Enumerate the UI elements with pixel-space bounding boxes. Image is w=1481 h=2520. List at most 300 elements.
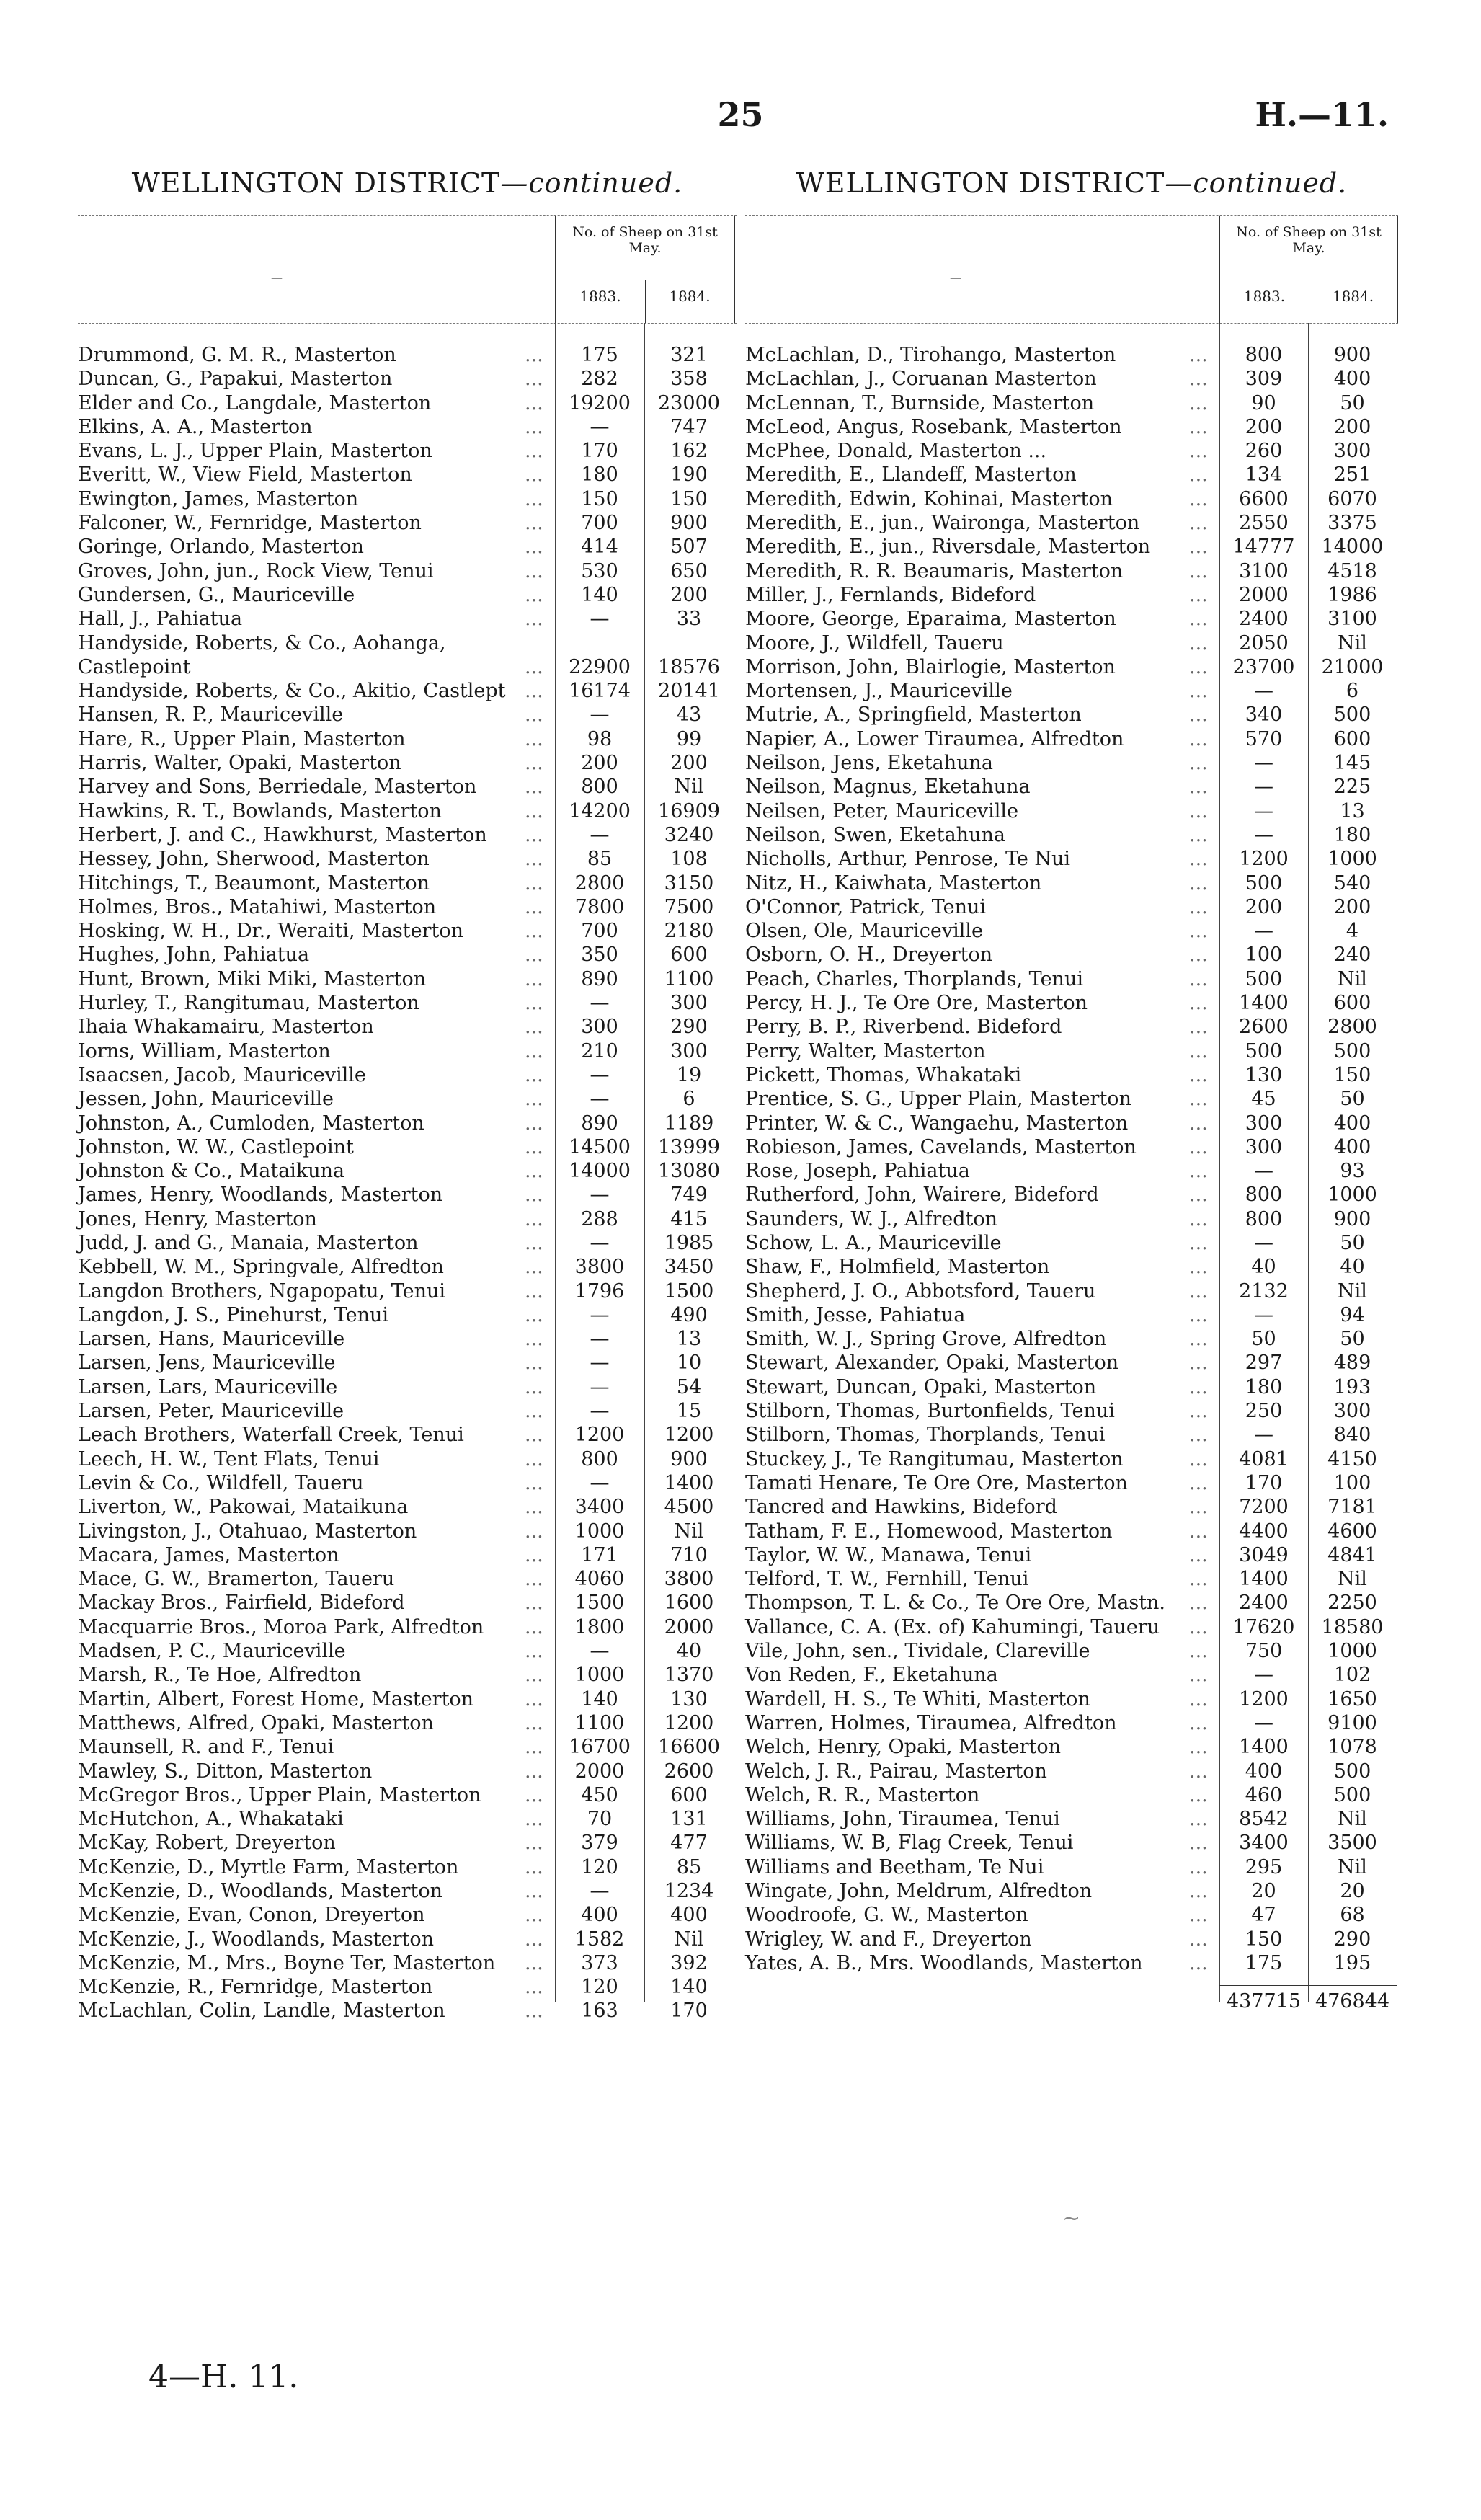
- table-row: [745, 439, 1398, 463]
- sheep-1884: 290: [670, 1016, 708, 1039]
- owner-name: Handyside, Roberts, & Co., Aohanga, Castlepoint: [78, 631, 446, 678]
- sheep-1884: 1200: [664, 1711, 714, 1734]
- sheep-1883: 3800: [574, 1256, 625, 1279]
- leader-dots: ...: [1189, 1760, 1208, 1783]
- sheep-1883: 282: [581, 368, 618, 391]
- owner-name: McLachlan, Colin, Landle, Masterton: [78, 2000, 445, 2023]
- sheep-1883: —: [590, 1880, 610, 1902]
- sheep-1884: 300: [1333, 1400, 1371, 1423]
- sheep-1883: 1000: [574, 1519, 625, 1543]
- sheep-1884: 3450: [664, 1256, 714, 1279]
- sheep-1883: 23700: [1232, 655, 1295, 678]
- sheep-1884: 4500: [664, 1496, 714, 1519]
- sheep-1884: 840: [1333, 1424, 1371, 1447]
- owner-name: McLeod, Angus, Rosebank, Masterton: [745, 415, 1122, 438]
- leader-dots: ...: [1189, 391, 1208, 414]
- owner-name: Hosking, W. H., Dr., Weraiti, Masterton: [78, 920, 463, 943]
- sheep-1883: 180: [1245, 1375, 1283, 1398]
- leader-dots: ...: [525, 1808, 543, 1831]
- table-row: [78, 535, 737, 559]
- leader-dots: ...: [525, 752, 543, 775]
- table-row: [745, 967, 1398, 991]
- table-row: [745, 655, 1398, 679]
- leader-dots: ...: [525, 1736, 543, 1759]
- table-row: [78, 1375, 737, 1399]
- table-row: [745, 1303, 1398, 1327]
- leader-dots: ...: [1189, 344, 1208, 366]
- table-row: [745, 1927, 1398, 1951]
- owner-name: Welch, J. R., Pairau, Masterton: [745, 1760, 1047, 1783]
- sheep-1883: 1200: [1239, 1687, 1289, 1711]
- owner-name: McKenzie, M., Mrs., Boyne Ter, Masterton: [78, 1951, 496, 1974]
- sheep-1883: 17620: [1232, 1615, 1295, 1638]
- table-row: [745, 1255, 1398, 1279]
- owner-name: Larsen, Peter, Mauriceville: [78, 1400, 344, 1423]
- owner-name: Langdon Brothers, Ngapopatu, Tenui: [78, 1279, 445, 1303]
- total-row: [745, 1989, 1398, 2013]
- table-row: [78, 1975, 737, 1999]
- right-rows: [745, 343, 1398, 1975]
- owner-name: Williams and Beetham, Te Nui: [745, 1855, 1044, 1878]
- owner-name: Perry, Walter, Masterton: [745, 1039, 986, 1062]
- leader-dots: ...: [1189, 1855, 1208, 1878]
- sheep-1884: 13999: [658, 1135, 720, 1158]
- leader-dots: ...: [525, 992, 543, 1015]
- table-row: [78, 775, 737, 799]
- sheep-1883: —: [1254, 752, 1273, 775]
- sheep-1883: 40: [1251, 1256, 1276, 1279]
- sheep-1884: 500: [1333, 1783, 1371, 1806]
- sheep-1883: 309: [1245, 368, 1283, 391]
- leader-dots: ...: [525, 2000, 543, 2023]
- owner-name: Thompson, T. L. & Co., Te Ore Ore, Mastn.: [745, 1592, 1165, 1615]
- sheep-1884: 50: [1340, 1231, 1365, 1254]
- sheep-1884: 3800: [664, 1568, 714, 1591]
- sheep-1883: 200: [581, 752, 618, 775]
- leader-dots: ...: [1189, 1736, 1208, 1759]
- sheep-1884: Nil: [674, 1927, 704, 1951]
- owner-name: Perry, B. P., Riverbend. Bideford: [745, 1016, 1062, 1039]
- sheep-1883: 140: [581, 583, 618, 606]
- table-row: [745, 871, 1398, 895]
- sheep-1884: Nil: [1338, 1855, 1367, 1878]
- table-row: [745, 487, 1398, 511]
- sheep-1884: 600: [670, 1783, 708, 1806]
- owner-name: Evans, L. J., Upper Plain, Masterton: [78, 440, 432, 463]
- leader-dots: ...: [1189, 1424, 1208, 1447]
- table-row: [78, 679, 737, 703]
- sheep-1883: —: [1254, 776, 1273, 799]
- sheep-1883: 90: [1251, 391, 1276, 414]
- sheep-1884: 1986: [1327, 583, 1377, 606]
- table-row: [745, 1087, 1398, 1111]
- sheep-1883: 4060: [574, 1568, 625, 1591]
- sheep-1884: 7500: [664, 895, 714, 918]
- sheep-1883: —: [1254, 1424, 1273, 1447]
- left-rows: [78, 343, 737, 2023]
- table-row: [745, 727, 1398, 751]
- owner-name: James, Henry, Woodlands, Masterton: [78, 1184, 443, 1207]
- table-row: [745, 703, 1398, 727]
- owner-name: Stilborn, Thomas, Thorplands, Tenui: [745, 1424, 1106, 1447]
- table-row: [745, 535, 1398, 559]
- sheep-1884: 200: [670, 752, 708, 775]
- table-row: [78, 919, 737, 943]
- sheep-1884: 1500: [664, 1279, 714, 1303]
- leader-dots: ...: [1189, 1160, 1208, 1183]
- leader-dots: ...: [525, 1471, 543, 1494]
- table-row: [745, 1615, 1398, 1639]
- table-row: [745, 607, 1398, 631]
- leader-dots: ...: [525, 776, 543, 799]
- sheep-1883: —: [590, 415, 610, 438]
- owner-name: McLachlan, J., Coruanan Masterton: [745, 368, 1097, 391]
- sheep-1883: 4400: [1239, 1519, 1289, 1543]
- sheep-1884: 900: [1333, 344, 1371, 366]
- table-row: [745, 991, 1398, 1015]
- table-row: [78, 439, 737, 463]
- table-row: [78, 1663, 737, 1687]
- sheep-1883: 1000: [574, 1664, 625, 1687]
- sheep-1883: 1500: [574, 1592, 625, 1615]
- sheep-1883: 98: [587, 727, 613, 750]
- table-row: [78, 895, 737, 919]
- owner-name: Ihaia Whakamairu, Masterton: [78, 1016, 374, 1039]
- owner-name: Olsen, Ole, Mauriceville: [745, 920, 983, 943]
- table-row: [78, 631, 737, 680]
- leader-dots: ...: [1189, 1063, 1208, 1086]
- sheep-1884: 50: [1340, 1088, 1365, 1111]
- leader-dots: ...: [1189, 1664, 1208, 1687]
- sheep-1884: 1650: [1327, 1687, 1377, 1711]
- leader-dots: ...: [1189, 1039, 1208, 1062]
- sheep-1884: Nil: [1338, 631, 1367, 655]
- sheep-1884: 190: [670, 463, 708, 487]
- sheep-1883: 150: [581, 487, 618, 510]
- sheep-1884: 710: [670, 1543, 708, 1566]
- leader-dots: ...: [525, 704, 543, 727]
- leader-dots: ...: [525, 799, 543, 822]
- leader-dots: ...: [1189, 415, 1208, 438]
- table-row: [745, 1831, 1398, 1855]
- owner-name: Hall, J., Pahiatua: [78, 608, 243, 631]
- leader-dots: ...: [525, 391, 543, 414]
- sheep-1884: 507: [670, 536, 708, 559]
- leader-dots: ...: [1189, 1543, 1208, 1566]
- sheep-1883: 300: [1245, 1112, 1283, 1135]
- leader-dots: ...: [525, 1279, 543, 1303]
- total-1884: 476844: [1315, 1990, 1390, 2013]
- owner-name: Maunsell, R. and F., Tenui: [78, 1736, 334, 1759]
- owner-name: Rose, Joseph, Pahiatua: [745, 1160, 970, 1183]
- owner-name: Harris, Walter, Opaki, Masterton: [78, 752, 401, 775]
- sheep-1884: 16600: [658, 1736, 720, 1759]
- sheep-1884: 392: [670, 1951, 708, 1974]
- leader-dots: ...: [1189, 1016, 1208, 1039]
- table-row: [745, 1471, 1398, 1495]
- sheep-1884: 162: [670, 440, 708, 463]
- sheep-1883: 85: [587, 848, 613, 871]
- table-row: [78, 1831, 737, 1855]
- leader-dots: ...: [1189, 1112, 1208, 1135]
- leader-dots: ...: [1189, 440, 1208, 463]
- leader-dots: ...: [525, 1904, 543, 1927]
- leader-dots: ...: [525, 608, 543, 631]
- sheep-1884: Nil: [1338, 967, 1367, 990]
- owner-name: McLennan, T., Burnside, Masterton: [745, 391, 1095, 414]
- table-row: [745, 1591, 1398, 1615]
- sheep-1883: 2400: [1239, 608, 1289, 631]
- table-row: [78, 343, 737, 367]
- leader-dots: ...: [1189, 871, 1208, 895]
- sheep-1884: Nil: [1338, 1279, 1367, 1303]
- table-row: [78, 799, 737, 823]
- owner-name: Neilson, Jens, Eketahuna: [745, 752, 994, 775]
- sheep-1884: 4600: [1327, 1519, 1377, 1543]
- owner-name: Isaacsen, Jacob, Mauriceville: [78, 1063, 366, 1086]
- sheep-1884: 193: [1333, 1375, 1371, 1398]
- table-row: [745, 775, 1398, 799]
- sheep-1884: 102: [1333, 1664, 1371, 1687]
- sheep-1883: 14000: [569, 1160, 631, 1183]
- sheep-count-header: [1219, 216, 1398, 324]
- sheep-1884: 747: [670, 415, 708, 438]
- owner-name: Wardell, H. S., Te Whiti, Masterton: [745, 1687, 1090, 1711]
- owner-name: Meredith, R. R. Beaumaris, Masterton: [745, 559, 1124, 582]
- sheep-1884: 2000: [664, 1615, 714, 1638]
- table-row: [745, 1039, 1398, 1063]
- owner-name: Peach, Charles, Thorplands, Tenui: [745, 967, 1083, 990]
- leader-dots: ...: [525, 1352, 543, 1375]
- owner-name: Macara, James, Masterton: [78, 1543, 339, 1566]
- owner-name: Leach Brothers, Waterfall Creek, Tenui: [78, 1424, 464, 1447]
- sheep-1884: 500: [1333, 704, 1371, 727]
- sheep-1883: 379: [581, 1832, 618, 1855]
- leader-dots: ...: [525, 583, 543, 606]
- table-header: [78, 215, 737, 324]
- table-row: [78, 1951, 737, 1975]
- leader-dots: ...: [1189, 368, 1208, 391]
- leader-dots: ...: [525, 1687, 543, 1711]
- leader-dots: ...: [525, 1951, 543, 1974]
- table-row: [745, 415, 1398, 439]
- leader-dots: ...: [1189, 1256, 1208, 1279]
- sheep-1884: 650: [670, 559, 708, 582]
- sheep-1884: 13: [1340, 799, 1365, 822]
- table-row: [745, 1351, 1398, 1375]
- owner-name: Holmes, Bros., Matahiwi, Masterton: [78, 895, 437, 918]
- sheep-1883: 150: [1245, 1927, 1283, 1951]
- sheep-1884: 33: [676, 608, 702, 631]
- table-row: [78, 1495, 737, 1519]
- sheep-1884: 1189: [664, 1112, 714, 1135]
- table-row: [745, 1399, 1398, 1423]
- owner-name: Shepherd, J. O., Abbotsford, Taueru: [745, 1279, 1096, 1303]
- leader-dots: ...: [1189, 512, 1208, 535]
- sheep-1883: 2400: [1239, 1592, 1289, 1615]
- sheep-1884: 749: [670, 1184, 708, 1207]
- table-row: [745, 1279, 1398, 1303]
- table-row: [745, 1159, 1398, 1183]
- sheep-1883: —: [590, 704, 610, 727]
- leader-dots: ...: [1189, 823, 1208, 846]
- table-row: [745, 1735, 1398, 1759]
- sheep-1883: 300: [581, 1016, 618, 1039]
- owner-name: Elder and Co., Langdale, Masterton: [78, 391, 432, 414]
- leader-dots: ...: [1189, 655, 1208, 678]
- leader-dots: ...: [525, 1640, 543, 1663]
- owner-name: Mace, G. W., Bramerton, Taueru: [78, 1568, 395, 1591]
- owner-name: Goringe, Orlando, Masterton: [78, 536, 364, 559]
- year-1884-header: 1884.: [1332, 288, 1374, 305]
- table-row: [745, 1639, 1398, 1663]
- sheep-count-label: No. of Sheep on 31st May.: [1236, 224, 1382, 256]
- sheep-1883: 300: [1245, 1135, 1283, 1158]
- sheep-1884: 240: [1333, 944, 1371, 967]
- leader-dots: ...: [1189, 1615, 1208, 1638]
- sheep-1883: 22900: [569, 655, 631, 678]
- sheep-1884: 2600: [664, 1760, 714, 1783]
- sheep-1884: 20: [1340, 1880, 1365, 1902]
- sheep-1884: 195: [1333, 1951, 1371, 1974]
- sheep-1884: 140: [670, 1976, 708, 1999]
- sheep-1884: 225: [1333, 776, 1371, 799]
- sheep-1883: 1100: [574, 1711, 625, 1734]
- owner-name: Drummond, G. M. R., Masterton: [78, 344, 396, 366]
- sheep-1884: 68: [1340, 1904, 1365, 1927]
- table-row: [78, 1159, 737, 1183]
- sheep-1884: 4: [1346, 920, 1359, 943]
- leader-dots: ...: [525, 512, 543, 535]
- sheep-1883: 50: [1251, 1328, 1276, 1351]
- table-row: [745, 1951, 1398, 1975]
- table-row: [78, 823, 737, 847]
- owner-name: Gundersen, G., Mauriceville: [78, 583, 355, 606]
- sheep-1884: 1000: [1327, 848, 1377, 871]
- leader-dots: ...: [525, 871, 543, 895]
- leader-dots: ...: [1189, 1783, 1208, 1806]
- table-row: [78, 607, 737, 631]
- owner-name: Hunt, Brown, Miki Miki, Masterton: [78, 967, 427, 990]
- table-row: [78, 1112, 737, 1135]
- sheep-1883: 414: [581, 536, 618, 559]
- leader-dots: ...: [1189, 944, 1208, 967]
- sheep-1884: 600: [1333, 992, 1371, 1015]
- leader-dots: ...: [525, 1615, 543, 1638]
- leader-dots: ...: [525, 463, 543, 487]
- table-row: [78, 1447, 737, 1471]
- leader-dots: ...: [1189, 583, 1208, 606]
- leader-dots: ...: [525, 1063, 543, 1086]
- sheep-1883: 20: [1251, 1880, 1276, 1902]
- leader-dots: ...: [1189, 1640, 1208, 1663]
- owner-name: McPhee, Donald, Masterton ...: [745, 440, 1047, 463]
- table-row: [78, 367, 737, 391]
- sheep-1884: Nil: [1338, 1808, 1367, 1831]
- sheep-1883: 200: [1245, 895, 1283, 918]
- sheep-1883: 800: [1245, 344, 1283, 366]
- owner-name: Duncan, G., Papakui, Masterton: [78, 368, 393, 391]
- leader-dots: ...: [525, 1447, 543, 1470]
- sheep-1884: 1234: [664, 1880, 714, 1902]
- leader-dots: ...: [1189, 1951, 1208, 1974]
- sheep-1884: 200: [670, 583, 708, 606]
- sheep-1884: 4841: [1327, 1543, 1377, 1566]
- owner-name: Mortensen, J., Mauriceville: [745, 680, 1013, 703]
- owner-name: Hitchings, T., Beaumont, Masterton: [78, 871, 430, 895]
- sheep-1883: —: [590, 1063, 610, 1086]
- sheep-1884: 13080: [658, 1160, 720, 1183]
- table-row: [78, 1471, 737, 1495]
- sheep-1883: 500: [1245, 1039, 1283, 1062]
- leader-dots: ...: [525, 1135, 543, 1158]
- table-row: [745, 1135, 1398, 1159]
- sheep-1883: 2800: [574, 871, 625, 895]
- owner-name: Neilsen, Peter, Mauriceville: [745, 799, 1019, 822]
- sheep-1884: 3240: [664, 823, 714, 846]
- leader-dots: ...: [1189, 680, 1208, 703]
- owner-name: Marsh, R., Te Hoe, Alfredton: [78, 1664, 362, 1687]
- sheep-1884: 358: [670, 368, 708, 391]
- sheep-1883: 450: [581, 1783, 618, 1806]
- sheep-1884: 600: [670, 944, 708, 967]
- leader-dots: ...: [525, 536, 543, 559]
- leader-dots: ...: [1189, 1471, 1208, 1494]
- table-row: [745, 1327, 1398, 1351]
- sheep-1884: 14000: [1321, 536, 1384, 559]
- name-column-header: —: [271, 270, 283, 284]
- leader-dots: ...: [525, 1592, 543, 1615]
- year-1883-header: 1883.: [1243, 288, 1286, 305]
- owner-name: Neilson, Swen, Eketahuna: [745, 823, 1005, 846]
- owner-name: Warren, Holmes, Tiraumea, Alfredton: [745, 1711, 1117, 1734]
- leader-dots: ...: [525, 368, 543, 391]
- table-row: [78, 1807, 737, 1831]
- leader-dots: ...: [1189, 1568, 1208, 1591]
- table-row: [78, 1519, 737, 1543]
- owner-name: Langdon, J. S., Pinehurst, Tenui: [78, 1303, 388, 1326]
- table-row: [745, 1112, 1398, 1135]
- owner-name: Levin & Co., Wildfell, Taueru: [78, 1471, 364, 1494]
- sheep-1883: 14500: [569, 1135, 631, 1158]
- table-row: [745, 1903, 1398, 1927]
- owner-name: Hare, R., Upper Plain, Masterton: [78, 727, 406, 750]
- leader-dots: ...: [1189, 895, 1208, 918]
- owner-name: McKay, Robert, Dreyerton: [78, 1832, 336, 1855]
- leader-dots: ...: [1189, 1184, 1208, 1207]
- page-reference: H.—11.: [1255, 95, 1389, 134]
- leader-dots: ...: [525, 1231, 543, 1254]
- table-row: [745, 1711, 1398, 1735]
- leader-dots: ...: [1189, 1447, 1208, 1470]
- table-row: [78, 1255, 737, 1279]
- leader-dots: ...: [1189, 1375, 1208, 1398]
- leader-dots: ...: [525, 848, 543, 871]
- sheep-1884: 93: [1340, 1160, 1365, 1183]
- sheep-1883: —: [590, 992, 610, 1015]
- sheep-1883: —: [1254, 680, 1273, 703]
- sheep-1884: 7181: [1327, 1496, 1377, 1519]
- sheep-1883: 400: [581, 1904, 618, 1927]
- owner-name: McHutchon, A., Whakataki: [78, 1808, 344, 1831]
- sheep-1883: —: [590, 1400, 610, 1423]
- owner-name: Livingston, J., Otahuao, Masterton: [78, 1519, 417, 1543]
- sheep-1883: —: [590, 1352, 610, 1375]
- owner-name: O'Connor, Patrick, Tenui: [745, 895, 987, 918]
- table-row: [78, 1327, 737, 1351]
- owner-name: Meredith, Edwin, Kohinai, Masterton: [745, 487, 1113, 510]
- leader-dots: ...: [1189, 920, 1208, 943]
